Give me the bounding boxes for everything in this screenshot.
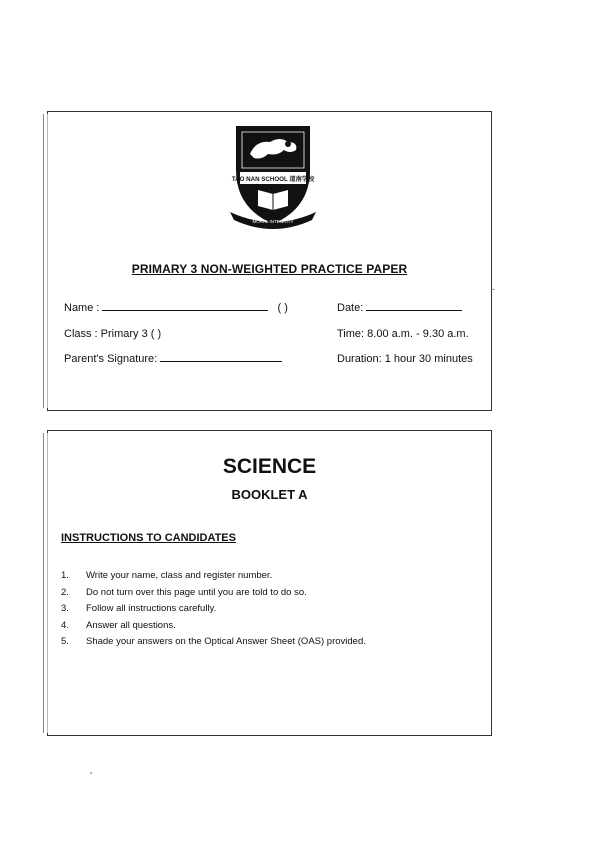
date-field bbox=[337, 302, 462, 314]
signature-line[interactable] bbox=[160, 360, 282, 362]
scan-speck bbox=[90, 772, 92, 774]
subject-title: SCIENCE bbox=[222, 455, 317, 478]
booklet-label: BOOKLET A bbox=[231, 487, 308, 502]
name-field bbox=[64, 302, 288, 314]
time-label: Time: 8.00 a.m. - 9.30 a.m. bbox=[337, 328, 469, 340]
instructions-heading: INSTRUCTIONS TO CANDIDATES bbox=[61, 532, 236, 544]
name-label: Name : bbox=[64, 302, 100, 314]
paper-title: PRIMARY 3 NON-WEIGHTED PRACTICE PAPER bbox=[131, 262, 408, 276]
school-crest-logo bbox=[228, 120, 318, 232]
instruction-item: 4. Answer all questions. bbox=[61, 619, 176, 631]
cover-header-box bbox=[47, 111, 492, 411]
register-number-paren: ( ) bbox=[277, 302, 288, 314]
svg-text:TAO NAN SCHOOL 道南学校: TAO NAN SCHOOL 道南学校 bbox=[231, 176, 315, 183]
date-label: Date: bbox=[337, 302, 364, 314]
booklet-box bbox=[47, 430, 492, 736]
instruction-item: 3. Follow all instructions carefully. bbox=[61, 603, 217, 614]
duration-label: Duration: 1 hour 30 minutes bbox=[337, 353, 473, 365]
instruction-item: 1. Write your name, class and register number. bbox=[61, 570, 273, 581]
instructions-list bbox=[61, 570, 366, 653]
scan-mark: - bbox=[492, 284, 495, 294]
class-label: Class : Primary 3 ( ) bbox=[64, 328, 162, 340]
parent-signature-field bbox=[64, 353, 282, 365]
instruction-item: 2. Do not turn over this page until you are told to do so. bbox=[61, 586, 307, 598]
name-line[interactable] bbox=[102, 309, 268, 311]
svg-text:MORAL INTEGRITY: MORAL INTEGRITY bbox=[252, 219, 294, 224]
instruction-item: 5. Shade your answers on the Optical Answer Sheet (OAS) provided. bbox=[61, 636, 366, 647]
date-line[interactable] bbox=[366, 309, 462, 311]
signature-label: Parent's Signature: bbox=[64, 353, 158, 365]
